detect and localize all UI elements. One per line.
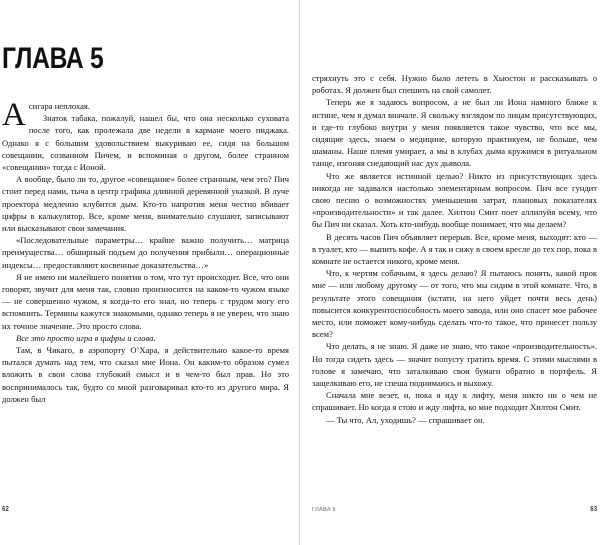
right-page-body <box>312 26 597 426</box>
chapter-heading: ГЛАВА 5 <box>2 42 104 75</box>
paragraph: Что, к чертям собачьим, я здесь делаю? Я пытаюсь понять, какой прок мне — или любому другому — от того, что мы сидим в этой комнате. Что, в результате этого совещания (кстати, на него уйдет почти весь день) повысится конкурентоспособность моего завода, или оно спасет мое рабочее место, или поможет кому-нибудь сделать что-то такое, что принесет пользу всем? <box>312 268 597 340</box>
paragraph: Там, в Чикаго, в аэропорту О’Хара, я действительно какое-то время пытался думать над тем, что сказал мне Иона. Он каким-то образом сумел вложить в свои слова глубокий смысл и в чем-то был прав. Но это воспринималось так, будто со мной разговаривал кто-то из другого мира. Я должен был <box>2 345 289 404</box>
page-number-right: 63 <box>590 506 597 513</box>
paragraph: Я не имею ни малейшего понятия о том, что тут происходит. Все, что они говорят, звучит для меня так, словно произносится на каком-то чужом языке — не совершенно чужом, я когда-то его знал, но теперь с трудом могу его вспомнить. Термины кажутся знакомыми, однако теперь я не уверен, что знаю их точное значение. Это просто слова. <box>2 271 289 331</box>
paragraph: Что делать, я не знаю. Я даже не знаю, что такое «производительность». Но тогда сидеть здесь — значит попусту тратить время. С этими мыслями в голове я замечаю, что заталкиваю свои бумаги обратно в портфель. Я защелкиваю его, не спеша поднимаюсь и выхожу. <box>312 341 597 389</box>
left-page-body <box>2 97 289 405</box>
paragraph-italic: Все это просто игра в цифры и слова. <box>16 332 156 343</box>
right-page <box>300 0 600 545</box>
paragraph: Что же является истинной целью? Никто из присутствующих здесь никогда не задавался настолько элементарным вопросом. Пич все гундит свою песню о возможностях уменьшения затрат, плановых показателях «производительности» и так далее. Хилтон Смит поет аллилуйя всему, что бы Пич ни сказал. Хоть кто-нибудь вообще понимает, что мы делаем? <box>312 170 597 230</box>
paragraph: А вообще, было ли то, другое «совещание» более странным, чем это? Пич стоит перед нами, тыча в центр графика длинной деревянной указкой. В луче проектора медленно клубится дым. Кто-то напротив меня честно вбивает цифры в калькулятор. Все, кроме меня, внимательно слушают, записывают или высказывают свои замечания. <box>2 174 289 234</box>
paragraph-continuation: стряхнуть это с себя. Нужно было лететь в Хьюстон и рассказывать о роботах. Я должен был спешить на свой самолет. <box>312 73 597 96</box>
paragraph: Сначала мне везет, и, пока я иду к лифту, меня никто ни о чем не спрашивает. Но когда я стою и жду лифта, ко мне подходит Хилтон Смит. <box>312 390 597 413</box>
running-head: ГЛАВА 5 <box>312 507 336 513</box>
paragraph: Знаток табака, пожалуй, нашел бы, что она несколько суховата после того, как пролежала две недели в кармане моего пиджака. Однако я с большим удовольствием выкуриваю ее, сидя на большом совещании, созванном Пичем, и вспоминая о другом, более странном «совещании» тогда с Ионой. <box>2 113 289 173</box>
paragraph: В десять часов Пич объявляет перерыв. Все, кроме меня, выходят: кто — в туалет, кто — выпить кофе. А я так и сижу в своем кресле до тех пор, пока в комнате не остается никого, кроме меня. <box>312 231 597 267</box>
page-number-left: 62 <box>2 506 9 513</box>
paragraph: Теперь же я задаюсь вопросом, а не был ли Иона намного ближе к истине, чем я думал вначале. Я скольжу взглядом по лицам присутствующих, и где-то глубоко внутри у меня появляется такое чувство, что все мы, сидящие здесь, знаем о медицине, которую практикуем, не больше, чем шаманы. Наше племя умирает, а мы в клубах дыма кружимся в ритуальном танце, изгоняя снедающий нас дух дьявола. <box>312 97 597 169</box>
paragraph-dropcap: Асигара неплохая. <box>2 97 91 133</box>
left-page-footer <box>0 501 300 513</box>
paragraph: «Последовательные параметры… крайне важно получить… матрица преимущества… обширный подъем до получения прибыли… операционные индексы… предоставляют косвенные доказательства…» <box>2 235 289 270</box>
paragraph-dialogue: — Ты что, Ал, уходишь? — спрашивает он. <box>326 414 485 425</box>
right-page-footer <box>300 501 600 513</box>
